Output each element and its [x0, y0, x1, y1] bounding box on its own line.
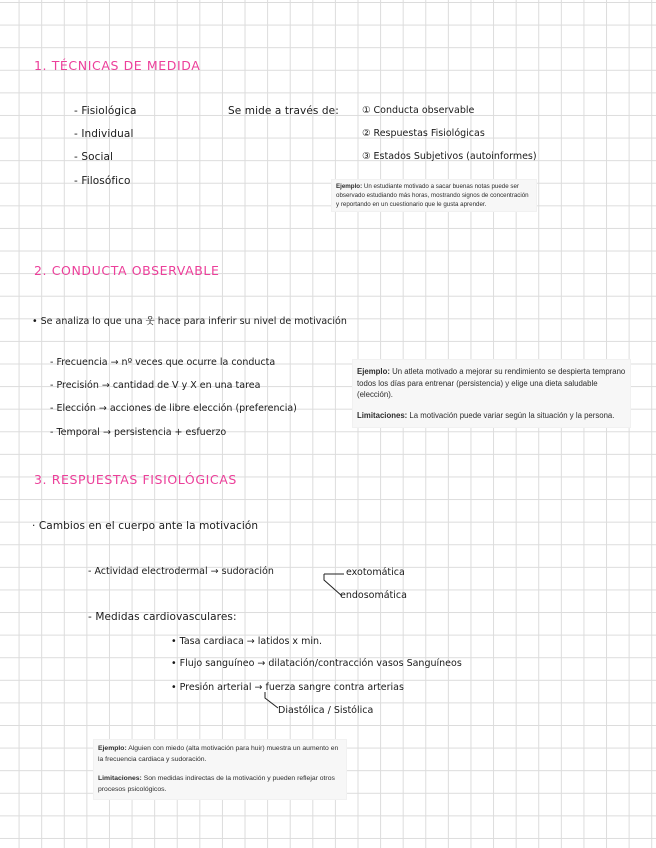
observable-item: - Precisión → cantidad de V y X en una tarea: [50, 380, 261, 391]
example-label: Ejemplo:: [357, 367, 390, 376]
cardio-item: • Flujo sanguíneo → dilatación/contracción vasos Sanguíneos: [171, 658, 462, 669]
limitations-text: Son medidas indirectas de la motivación y pueden reflejar otros procesos psicológicos.: [98, 775, 335, 793]
limitations-label: Limitaciones:: [357, 410, 408, 420]
pressure-branch: Diastólica / Sistólica: [278, 705, 374, 716]
measure-type-item: - Individual: [74, 128, 134, 140]
example-text: Un estudiante motivado a sacar buenas notas puede ser observado estudiando más horas, mostrando signos de concentración y reportando en un cuestionario que le gusta aprender.: [336, 183, 529, 208]
example-label: Ejemplo:: [98, 745, 127, 752]
measure-type-item: - Filosófico: [74, 175, 131, 187]
cardio-heading: - Medidas cardiovasculares:: [88, 611, 237, 623]
observable-item: - Temporal → persistencia + esfuerzo: [50, 427, 227, 438]
cardio-item: • Tasa cardiaca → latidos x min.: [171, 636, 322, 647]
eda-branch: exotomática: [346, 567, 405, 578]
example-callout: [94, 740, 346, 799]
method-item: ① Conducta observable: [362, 105, 475, 116]
section-3-intro: · Cambios en el cuerpo ante la motivación: [32, 520, 259, 532]
section-2-heading: 2. CONDUCTA OBSERVABLE: [34, 263, 220, 278]
section-2-intro: • Se analiza lo que una 웃 hace para inferir su nivel de motivación: [32, 316, 347, 327]
example-callout: [353, 360, 630, 427]
measured-by-label: Se mide a través de:: [228, 105, 339, 117]
measure-type-item: - Fisiológica: [74, 105, 137, 117]
method-item: ② Respuestas Fisiológicas: [362, 128, 485, 139]
example-text: Un atleta motivado a mejorar su rendimiento se despierta temprano todos los días para entrenar (persistencia) y elige una dieta saludable (elección).: [357, 367, 626, 399]
limitations-text: La motivación puede variar según la situación y la persona.: [407, 410, 615, 420]
example-text: Alguien con miedo (alta motivación para huir) muestra un aumento en la frecuencia cardiaca y sudoración.: [98, 745, 339, 763]
section-1-heading: 1. TÉCNICAS DE MEDIDA: [34, 58, 201, 73]
eda-item: - Actividad electrodermal → sudoración: [88, 566, 274, 577]
observable-item: - Elección → acciones de libre elección (preferencia): [50, 403, 297, 414]
example-label: Ejemplo:: [336, 183, 363, 190]
cardio-item: • Presión arterial → fuerza sangre contra arterias: [171, 682, 404, 693]
example-callout: [332, 180, 536, 211]
method-item: ③ Estados Subjetivos (autoinformes): [362, 151, 537, 162]
measure-type-item: - Social: [74, 151, 114, 163]
observable-item: - Frecuencia → nº veces que ocurre la conducta: [50, 357, 276, 368]
eda-branch: endosomática: [340, 590, 407, 601]
section-3-heading: 3. RESPUESTAS FISIOLÓGICAS: [34, 472, 237, 487]
limitations-label: Limitaciones:: [98, 775, 142, 782]
